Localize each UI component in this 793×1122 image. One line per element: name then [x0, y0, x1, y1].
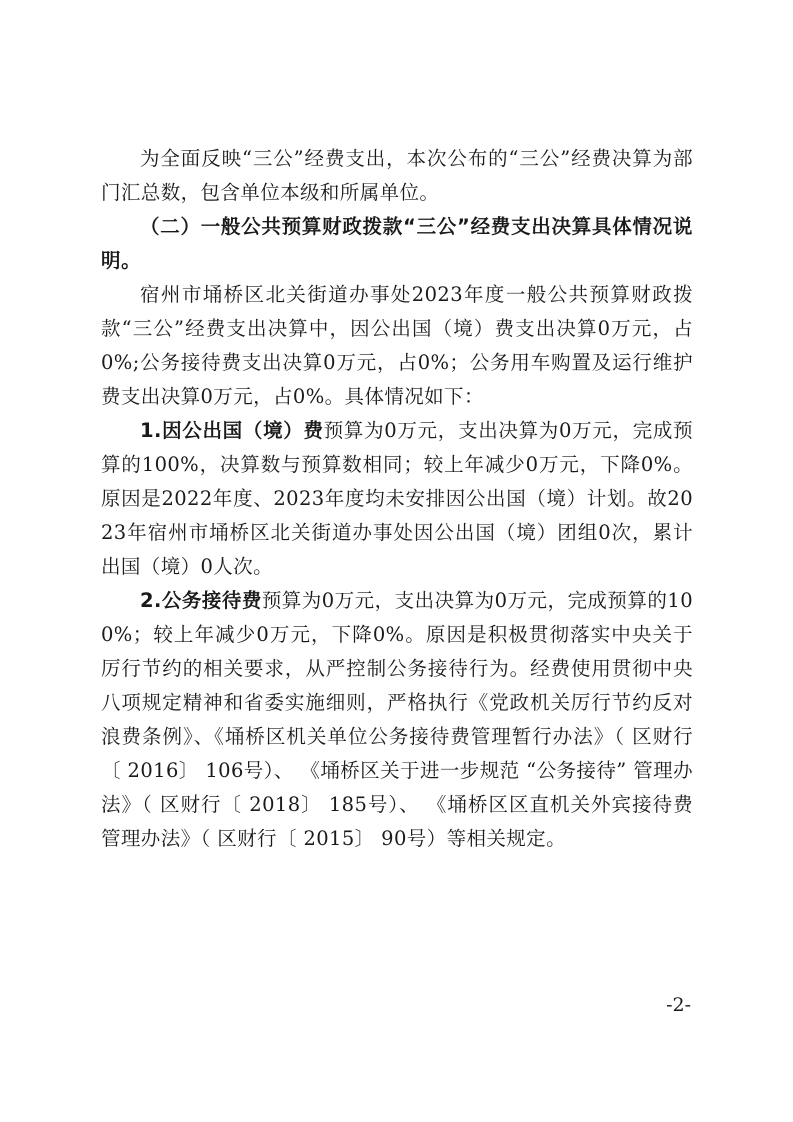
- paragraph-lead-overseas-travel: 1.因公出国（境）费: [140, 419, 324, 442]
- paragraph-text-overseas-travel: 预算为0万元，支出决算为0万元，完成预算的100%，决算数与预算数相同；较上年减少0万元，下降0%。原因是2022年度、2023年度均未安排因公出国（境）计划。故2023年宿州市埇桥区北关街道办事处因公出国（境）团组0次，累计出国（境）0人次。: [101, 419, 693, 578]
- page-number: -2-: [666, 994, 691, 1016]
- paragraph-intro: 为全面反映“三公”经费支出，本次公布的“三公”经费决算为部门汇总数，包含单位本级和所属单位。: [101, 147, 693, 204]
- paragraph-overseas-travel: [101, 414, 693, 584]
- section-heading: （二）一般公共预算财政拨款“三公”经费支出决算具体情况说明。: [101, 215, 693, 272]
- document-body: [101, 142, 693, 856]
- paragraph-lead-official-reception: 2.公务接待费: [140, 589, 262, 612]
- paragraph-official-reception: [101, 584, 693, 856]
- paragraph-summary: 宿州市埇桥区北关街道办事处2023年度一般公共预算财政拨款“三公”经费支出决算中，因公出国（境）费支出决算0万元，占0%;公务接待费支出决算0万元，占0%；公务用车购置及运行维护费支出决算0万元，占0%。具体情况如下：: [101, 283, 693, 408]
- paragraph-text-official-reception: 预算为0万元，支出决算为0万元，完成预算的100%；较上年减少0万元，下降0%。原因是积极贯彻落实中央关于厉行节约的相关要求，从严控制公务接待行为。经费使用贯彻中央八项规定精神和省委实施细则，严格执行《党政机关厉行节约反对浪费条例》、《埇桥区机关单位公务接待费管理暂行办法》（ 区财行〔 2016〕 106号）、 《埇桥区关于进一步规范 “公务接待” 管理办法》（ 区财行〔 2018〕 185号）、 《埇桥区区直机关外宾接待费管理办法》（ 区财行〔 2015〕 90号）等相关规定。: [101, 589, 693, 850]
